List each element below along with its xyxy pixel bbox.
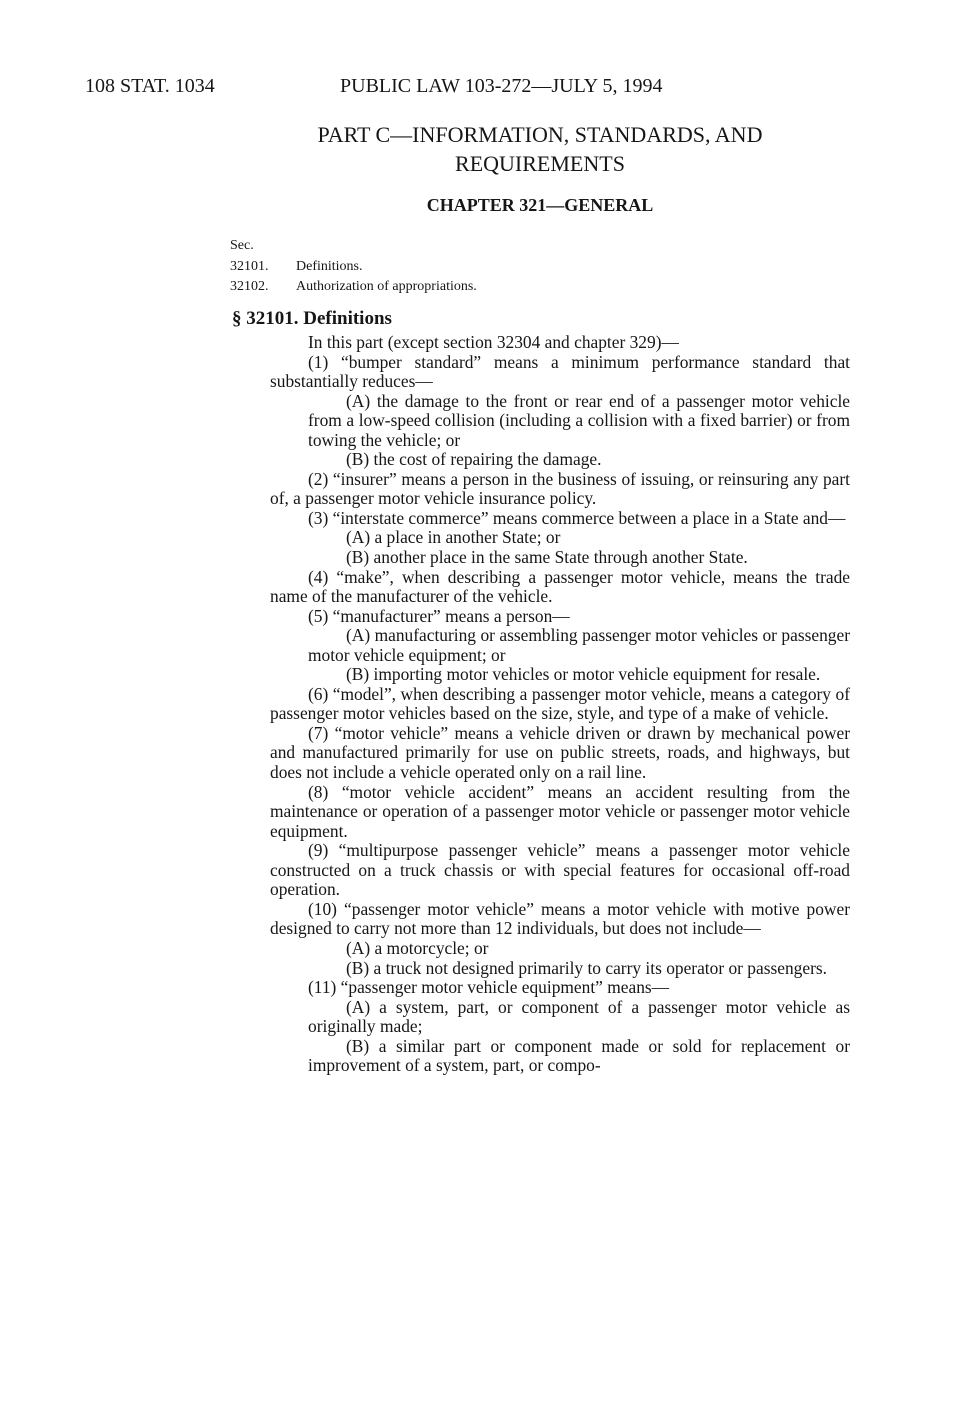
part-title-line-2: REQUIREMENTS bbox=[455, 151, 625, 176]
part-title bbox=[260, 120, 820, 178]
table-of-contents bbox=[230, 236, 477, 298]
toc-item-number: 32102. bbox=[230, 279, 269, 294]
paragraph-subclause: (B) the cost of repairing the damage. bbox=[346, 449, 602, 470]
paragraph-definition: (10) “passenger motor vehicle” means a motor vehicle with motive power designed to carry not more than 12 individuals, but does not include— bbox=[270, 898, 850, 939]
paragraph-definition: (6) “model”, when describing a passenger motor vehicle, means a category of passenger motor vehicles based on the size, style, and type of a make of vehicle. bbox=[270, 683, 850, 724]
paragraph-subclause: (A) a place in another State; or bbox=[346, 527, 561, 548]
paragraph-definition: (11) “passenger motor vehicle equipment” means— bbox=[308, 977, 670, 998]
paragraph-definition: (4) “make”, when describing a passenger motor vehicle, means the trade name of the manufacturer of the vehicle. bbox=[270, 566, 850, 607]
public-law-title: PUBLIC LAW 103-272—JULY 5, 1994 bbox=[340, 75, 663, 97]
paragraph-definition: (7) “motor vehicle” means a vehicle driven or drawn by mechanical power and manufactured primarily for use on public streets, roads, and highways, but does not include a vehicle operated only on a rail line. bbox=[270, 722, 850, 783]
part-title-line-1: PART C—INFORMATION, STANDARDS, AND bbox=[317, 122, 763, 147]
paragraph-subclause: (B) a similar part or component made or sold for replacement or improvement of a system, part, or compo- bbox=[308, 1035, 850, 1076]
paragraph-definition: (2) “insurer” means a person in the business of issuing, or reinsuring any part of, a passenger motor vehicle insurance policy. bbox=[270, 468, 850, 509]
paragraph-subclause: (A) a system, part, or component of a passenger motor vehicle as originally made; bbox=[308, 996, 850, 1037]
paragraph-definition: (9) “multipurpose passenger vehicle” means a passenger motor vehicle constructed on a truck chassis or with special features for occasional off-road operation. bbox=[270, 840, 850, 900]
paragraph-subclause: (B) another place in the same State through another State. bbox=[346, 547, 748, 568]
toc-item-title: Authorization of appropriations. bbox=[296, 279, 477, 294]
paragraph-subclause: (B) importing motor vehicles or motor vehicle equipment for resale. bbox=[346, 664, 821, 685]
toc-item-number: 32101. bbox=[230, 258, 269, 274]
paragraph-subclause: (A) a motorcycle; or bbox=[346, 937, 489, 958]
section-heading: § 32101. Definitions bbox=[232, 308, 392, 329]
toc-item bbox=[230, 277, 477, 298]
paragraph-subclause: (B) a truck not designed primarily to carry its operator or passengers. bbox=[346, 957, 827, 978]
stat-citation: 108 STAT. 1034 bbox=[85, 75, 215, 97]
paragraph-definition: (8) “motor vehicle accident” means an accident resulting from the maintenance or operation of a passenger motor vehicle or passenger motor vehicle equipment. bbox=[270, 781, 850, 841]
paragraph-subclause: (A) the damage to the front or rear end of a passenger motor vehicle from a low-speed collision (including a collision with a fixed barrier) or from towing the vehicle; or bbox=[308, 390, 850, 450]
paragraph-definition: (1) “bumper standard” means a minimum performance standard that substantially reduces— bbox=[270, 351, 850, 392]
paragraph-subclause: (A) manufacturing or assembling passenger motor vehicles or passenger motor vehicle equipment; or bbox=[308, 625, 850, 665]
paragraph-intro: In this part (except section 32304 and chapter 329)— bbox=[308, 332, 679, 352]
paragraph-definition: (5) “manufacturer” means a person— bbox=[308, 605, 570, 626]
toc-item-title: Definitions. bbox=[296, 258, 363, 274]
section-body bbox=[270, 333, 850, 1076]
toc-item bbox=[230, 257, 477, 278]
paragraph-definition: (3) “interstate commerce” means commerce between a place in a State and— bbox=[308, 507, 846, 528]
chapter-title: CHAPTER 321—GENERAL bbox=[426, 195, 654, 215]
toc-label: Sec. bbox=[230, 238, 254, 253]
